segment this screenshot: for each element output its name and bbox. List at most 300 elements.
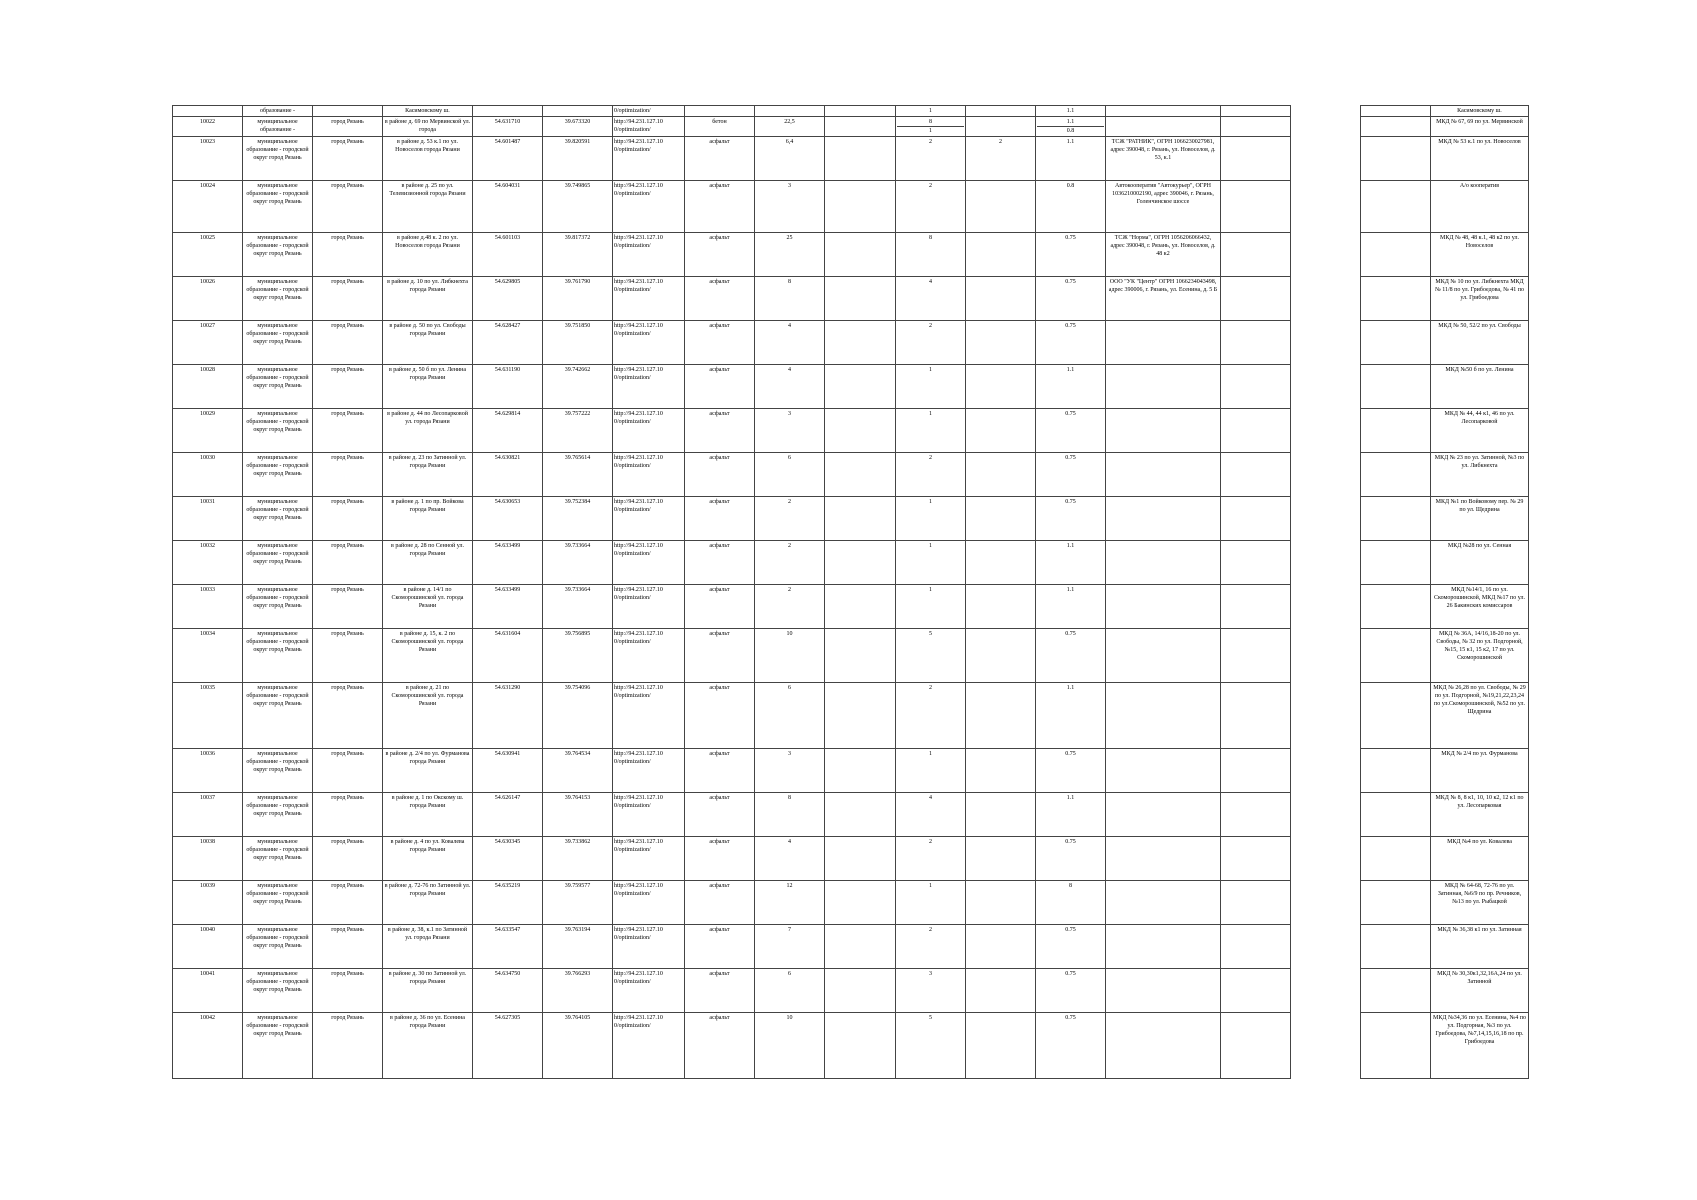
cell-location: в районе д. 36 по ул. Есенина города Рязани xyxy=(383,1013,473,1079)
cell-gap2 xyxy=(1291,793,1361,837)
cell-c10: 2 xyxy=(896,321,966,365)
cell-c12: 0.75 xyxy=(1036,749,1106,793)
cell-area: 2 xyxy=(755,541,825,585)
cell-manager xyxy=(1106,541,1221,585)
cell-gap2 xyxy=(1291,497,1361,541)
cell-c12: 0.75 xyxy=(1036,409,1106,453)
cell-location: в районе д. 15, к. 2 по Скоморошинской ул. города Рязани xyxy=(383,629,473,683)
cell-municipality: муниципальное образование - городской округ город Рязань xyxy=(243,969,313,1013)
cell-area: 10 xyxy=(755,629,825,683)
cell-gap1 xyxy=(1221,793,1291,837)
cell-gap1 xyxy=(1221,925,1291,969)
cell-c10: 2 xyxy=(896,181,966,233)
cell-surface: асфальт xyxy=(685,969,755,1013)
cell-lat: 54.631290 xyxy=(473,683,543,749)
cell-no: 10034 xyxy=(173,629,243,683)
cell-surface: асфальт xyxy=(685,793,755,837)
cell-gap3 xyxy=(1361,683,1431,749)
cell-lat: 54.633547 xyxy=(473,925,543,969)
table-row xyxy=(173,365,1529,409)
cell-lat: 54.629814 xyxy=(473,409,543,453)
cell-gap1 xyxy=(1221,117,1291,137)
cell-municipality: муниципальное образование - городской округ город Рязань xyxy=(243,749,313,793)
cell-manager xyxy=(1106,837,1221,881)
cell-area: 4 xyxy=(755,321,825,365)
cell-url: http://94.231.127.10 0/optimization/ xyxy=(613,793,685,837)
cell-c12: 0.75 xyxy=(1036,277,1106,321)
cell-no: 10032 xyxy=(173,541,243,585)
cell-location: в районе д. 28 по Сенной ул. города Рязани xyxy=(383,541,473,585)
cell-c11 xyxy=(966,683,1036,749)
cell-gap3 xyxy=(1361,629,1431,683)
cell-url: http://94.231.127.10 0/optimization/ xyxy=(613,277,685,321)
cell-city: город Рязань xyxy=(313,793,383,837)
cell-lon: 39.751850 xyxy=(543,321,613,365)
table-row xyxy=(173,629,1529,683)
cell-c11 xyxy=(966,277,1036,321)
cell-location: в районе д. 14/1 по Скоморошинской ул. города Рязани xyxy=(383,585,473,629)
cell-sources: МКД № 23 по ул. Затинной, №3 по ул. Либкнехта xyxy=(1431,453,1529,497)
cell-lat: 54.601487 xyxy=(473,137,543,181)
cell-manager xyxy=(1106,1013,1221,1079)
cell-location: в районе д. 53 к.1 по ул. Новоселов города Рязани xyxy=(383,137,473,181)
cell-url: 0/optimization/ xyxy=(613,106,685,117)
cell-lat: 54.601103 xyxy=(473,233,543,277)
cell-sources: МКД № 53 к.1 по ул. Новоселов xyxy=(1431,137,1529,181)
cell-no: 10030 xyxy=(173,453,243,497)
cell-area: 10 xyxy=(755,1013,825,1079)
cell-area: 3 xyxy=(755,409,825,453)
cell-sources: МКД №34,36 по ул. Есенина, №4 по ул. Подгорная, №3 по ул. Грибоедова, №7,14,15,16,18 по пр. Грибоедова xyxy=(1431,1013,1529,1079)
cell-lat: 54.630653 xyxy=(473,497,543,541)
cell-city: город Рязань xyxy=(313,117,383,137)
cell-gap3 xyxy=(1361,137,1431,181)
cell-c9 xyxy=(825,541,896,585)
cell-c12: 1.1 xyxy=(1036,683,1106,749)
cell-no: 10035 xyxy=(173,683,243,749)
cell-city: город Рязань xyxy=(313,277,383,321)
cell-c10: 1 xyxy=(896,749,966,793)
cell-city: город Рязань xyxy=(313,749,383,793)
cell-manager xyxy=(1106,409,1221,453)
cell-location: в районе д. 10 по ул. Либкнехта города Рязани xyxy=(383,277,473,321)
cell-area: 6 xyxy=(755,969,825,1013)
cell-gap1 xyxy=(1221,106,1291,117)
cell-municipality: муниципальное образование - xyxy=(243,117,313,137)
cell-no: 10038 xyxy=(173,837,243,881)
cell-lon: 39.756895 xyxy=(543,629,613,683)
cell-url: http://94.231.127.10 0/optimization/ xyxy=(613,585,685,629)
cell-lon: 39.733664 xyxy=(543,541,613,585)
cell-surface: асфальт xyxy=(685,881,755,925)
cell-gap2 xyxy=(1291,585,1361,629)
cell-c11 xyxy=(966,497,1036,541)
cell-surface: асфальт xyxy=(685,453,755,497)
cell-c10: 5 xyxy=(896,629,966,683)
cell-gap3 xyxy=(1361,453,1431,497)
cell-gap1 xyxy=(1221,277,1291,321)
cell-manager xyxy=(1106,365,1221,409)
cell-gap1 xyxy=(1221,541,1291,585)
table-row xyxy=(173,181,1529,233)
cell-municipality: муниципальное образование - городской округ город Рязань xyxy=(243,925,313,969)
cell-c11 xyxy=(966,837,1036,881)
cell-gap1 xyxy=(1221,321,1291,365)
cell-municipality: муниципальное образование - городской округ город Рязань xyxy=(243,321,313,365)
cell-lon: 39.673320 xyxy=(543,117,613,137)
cell-city: город Рязань xyxy=(313,233,383,277)
table-row xyxy=(173,541,1529,585)
table-row xyxy=(173,837,1529,881)
cell-gap3 xyxy=(1361,881,1431,925)
cell-sources: А/о кооператив xyxy=(1431,181,1529,233)
cell-sources: МКД № 64-68, 72-76 по ул. Затинная, №6/9 по пр. Речников, №13 по ул. Рыбацкой xyxy=(1431,881,1529,925)
table-row xyxy=(173,793,1529,837)
cell-c9 xyxy=(825,683,896,749)
cell-municipality: муниципальное образование - городской округ город Рязань xyxy=(243,181,313,233)
cell-area: 4 xyxy=(755,365,825,409)
cell-surface: асфальт xyxy=(685,683,755,749)
table-row xyxy=(173,497,1529,541)
cell-lat: 54.633499 xyxy=(473,541,543,585)
cell-gap1 xyxy=(1221,181,1291,233)
cell-manager: Автокооператив "Автокурьер", ОГРН 1036210002190, адрес 390046, г. Рязань, Голенчинское шоссе xyxy=(1106,181,1221,233)
cell-c10: 1 xyxy=(896,497,966,541)
cell-c11 xyxy=(966,181,1036,233)
cell-gap2 xyxy=(1291,181,1361,233)
cell-c10: 2 xyxy=(896,683,966,749)
cell-c12: 1.1 0.8 xyxy=(1036,117,1106,137)
cell-no: 10042 xyxy=(173,1013,243,1079)
cell-lon: 39.754096 xyxy=(543,683,613,749)
cell-gap1 xyxy=(1221,881,1291,925)
cell-surface: асфальт xyxy=(685,409,755,453)
cell-lon: 39.764153 xyxy=(543,793,613,837)
cell-c10: 4 xyxy=(896,277,966,321)
cell-manager xyxy=(1106,881,1221,925)
cell-city: город Рязань xyxy=(313,683,383,749)
cell-manager xyxy=(1106,925,1221,969)
cell-gap1 xyxy=(1221,683,1291,749)
cell-sources: МКД № 36,38 к1 по ул. Затинная xyxy=(1431,925,1529,969)
cell-gap2 xyxy=(1291,137,1361,181)
cell-location: в районе д. 25 по ул. Телевизионной города Рязани xyxy=(383,181,473,233)
cell-lat: 54.633499 xyxy=(473,585,543,629)
cell-c12: 0.75 xyxy=(1036,321,1106,365)
cell-no xyxy=(173,106,243,117)
cell-no: 10024 xyxy=(173,181,243,233)
cell-gap1 xyxy=(1221,365,1291,409)
cell-sources: МКД № 26,28 по ул. Свободы, № 29 по ул. Подгорной, №19,21,22,23,24 по ул.Скоморошинской, №52 по ул. Щедрина xyxy=(1431,683,1529,749)
table-row xyxy=(173,1013,1529,1079)
cell-c9 xyxy=(825,233,896,277)
table-row xyxy=(173,925,1529,969)
cell-c11 xyxy=(966,541,1036,585)
registry-table xyxy=(172,105,1529,1079)
cell-gap3 xyxy=(1361,277,1431,321)
cell-gap2 xyxy=(1291,453,1361,497)
cell-city: город Рязань xyxy=(313,409,383,453)
cell-no: 10033 xyxy=(173,585,243,629)
cell-manager xyxy=(1106,585,1221,629)
cell-no: 10025 xyxy=(173,233,243,277)
cell-surface xyxy=(685,106,755,117)
cell-url: http://94.231.127.10 0/optimization/ xyxy=(613,181,685,233)
cell-no: 10026 xyxy=(173,277,243,321)
cell-no: 10023 xyxy=(173,137,243,181)
table-row xyxy=(173,881,1529,925)
cell-manager xyxy=(1106,793,1221,837)
cell-gap1 xyxy=(1221,969,1291,1013)
cell-no: 10040 xyxy=(173,925,243,969)
cell-gap1 xyxy=(1221,497,1291,541)
cell-area: 2 xyxy=(755,497,825,541)
cell-municipality: муниципальное образование - городской округ город Рязань xyxy=(243,365,313,409)
cell-surface: асфальт xyxy=(685,541,755,585)
cell-gap3 xyxy=(1361,925,1431,969)
table-row xyxy=(173,683,1529,749)
cell-c9 xyxy=(825,137,896,181)
cell-lat: 54.631604 xyxy=(473,629,543,683)
cell-lon: 39.733862 xyxy=(543,837,613,881)
table-row xyxy=(173,409,1529,453)
cell-c11 xyxy=(966,321,1036,365)
cell-sources: МКД №1 по Войковому пер. № 29 по ул. Щедрина xyxy=(1431,497,1529,541)
cell-location: в районе д. 44 по Лесопарковой ул. города Рязани xyxy=(383,409,473,453)
cell-c12: 1.1 xyxy=(1036,106,1106,117)
cell-gap1 xyxy=(1221,409,1291,453)
table-row xyxy=(173,277,1529,321)
cell-area: 7 xyxy=(755,925,825,969)
cell-gap2 xyxy=(1291,541,1361,585)
cell-c11 xyxy=(966,925,1036,969)
cell-area: 25 xyxy=(755,233,825,277)
cell-manager xyxy=(1106,749,1221,793)
cell-manager: ТСЖ "Норма", ОГРН 1056206066432, адрес 390048, г. Рязань, ул. Новоселов, д. 48 к2 xyxy=(1106,233,1221,277)
cell-location: в районе д. 72-76 по Затинной ул. города Рязани xyxy=(383,881,473,925)
cell-c9 xyxy=(825,749,896,793)
cell-municipality: муниципальное образование - городской округ город Рязань xyxy=(243,793,313,837)
cell-lat: 54.635219 xyxy=(473,881,543,925)
cell-c11 xyxy=(966,1013,1036,1079)
cell-c9 xyxy=(825,925,896,969)
cell-url: http://94.231.127.10 0/optimization/ xyxy=(613,233,685,277)
cell-surface: асфальт xyxy=(685,585,755,629)
cell-location: в районе д. 4 по ул. Ковалева города Рязани xyxy=(383,837,473,881)
cell-area: 6 xyxy=(755,683,825,749)
cell-c9 xyxy=(825,969,896,1013)
cell-location: в районе д. 1 по Окскому ш. города Рязани xyxy=(383,793,473,837)
cell-manager: ТСЖ "РАТНИК", ОГРН 1066230027981, адрес 390048, г. Рязань, ул. Новоселов, д. 53, к.1 xyxy=(1106,137,1221,181)
cell-url: http://94.231.127.10 0/optimization/ xyxy=(613,497,685,541)
cell-gap1 xyxy=(1221,137,1291,181)
cell-city: город Рязань xyxy=(313,321,383,365)
cell-gap3 xyxy=(1361,365,1431,409)
cell-c9 xyxy=(825,881,896,925)
cell-lon: 39.759577 xyxy=(543,881,613,925)
cell-area: 4 xyxy=(755,837,825,881)
cell-c11 xyxy=(966,881,1036,925)
table-row xyxy=(173,233,1529,277)
cell-no: 10027 xyxy=(173,321,243,365)
cell-surface: асфальт xyxy=(685,233,755,277)
cell-surface: асфальт xyxy=(685,497,755,541)
cell-area: 8 xyxy=(755,277,825,321)
cell-lat: 54.627305 xyxy=(473,1013,543,1079)
cell-gap1 xyxy=(1221,629,1291,683)
cell-gap2 xyxy=(1291,117,1361,137)
cell-c10: 1 xyxy=(896,365,966,409)
cell-municipality: муниципальное образование - городской округ город Рязань xyxy=(243,409,313,453)
cell-c9 xyxy=(825,365,896,409)
cell-municipality: муниципальное образование - городской округ город Рязань xyxy=(243,629,313,683)
cell-gap1 xyxy=(1221,585,1291,629)
cell-gap1 xyxy=(1221,749,1291,793)
cell-municipality: муниципальное образование - городской округ город Рязань xyxy=(243,585,313,629)
cell-municipality: муниципальное образование - городской округ город Рязань xyxy=(243,683,313,749)
cell-lat: 54.604031 xyxy=(473,181,543,233)
cell-c11 xyxy=(966,629,1036,683)
table-row xyxy=(173,117,1529,137)
cell-location: в районе д. 38, к.1 по Затинной ул. города Рязани xyxy=(383,925,473,969)
cell-c11 xyxy=(966,106,1036,117)
cell-gap3 xyxy=(1361,541,1431,585)
table-row xyxy=(173,106,1529,117)
cell-gap2 xyxy=(1291,365,1361,409)
cell-c12: 1.1 xyxy=(1036,793,1106,837)
table-row xyxy=(173,585,1529,629)
cell-municipality: муниципальное образование - городской округ город Рязань xyxy=(243,881,313,925)
cell-city: город Рязань xyxy=(313,541,383,585)
cell-c9 xyxy=(825,1013,896,1079)
cell-c11 xyxy=(966,233,1036,277)
cell-gap2 xyxy=(1291,233,1361,277)
cell-sources: МКД №28 по ул. Сенная xyxy=(1431,541,1529,585)
cell-city: город Рязань xyxy=(313,629,383,683)
cell-lon: 39.749865 xyxy=(543,181,613,233)
cell-c10: 2 xyxy=(896,137,966,181)
cell-lon: 39.820591 xyxy=(543,137,613,181)
cell-gap2 xyxy=(1291,969,1361,1013)
cell-c10: 8 xyxy=(896,233,966,277)
cell-no: 10041 xyxy=(173,969,243,1013)
cell-surface: бетон xyxy=(685,117,755,137)
cell-lat: 54.630821 xyxy=(473,453,543,497)
cell-c9 xyxy=(825,106,896,117)
cell-sources: МКД № 36А, 14/16,18-20 по ул. Свободы, № 32 по ул. Подгорной, №15, 15 к1, 15 к2, 17 по ул. Скоморошинской xyxy=(1431,629,1529,683)
cell-municipality: муниципальное образование - городской округ город Рязань xyxy=(243,453,313,497)
cell-sources: МКД № 10 по ул. Либкнехта МКД № 11/8 по ул. Грибоедова, № 41 по ул. Грибоедова xyxy=(1431,277,1529,321)
cell-gap3 xyxy=(1361,749,1431,793)
cell-c9 xyxy=(825,117,896,137)
cell-lat xyxy=(473,106,543,117)
cell-c10: 5 xyxy=(896,1013,966,1079)
cell-c10: 1 xyxy=(896,106,966,117)
cell-url: http://94.231.127.10 0/optimization/ xyxy=(613,629,685,683)
cell-gap1 xyxy=(1221,837,1291,881)
cell-city: город Рязань xyxy=(313,881,383,925)
cell-municipality: муниципальное образование - городской округ город Рязань xyxy=(243,137,313,181)
cell-manager xyxy=(1106,683,1221,749)
cell-c10: 2 xyxy=(896,453,966,497)
cell-c12: 0.8 xyxy=(1036,181,1106,233)
cell-area xyxy=(755,106,825,117)
cell-c9 xyxy=(825,321,896,365)
cell-c12: 0.75 xyxy=(1036,925,1106,969)
cell-municipality: муниципальное образование - городской округ город Рязань xyxy=(243,837,313,881)
cell-lat: 54.626147 xyxy=(473,793,543,837)
cell-municipality: муниципальное образование - городской округ город Рязань xyxy=(243,277,313,321)
cell-lon: 39.752384 xyxy=(543,497,613,541)
cell-gap2 xyxy=(1291,837,1361,881)
cell-manager xyxy=(1106,106,1221,117)
cell-location: в районе д. 23 по Затинной ул. города Рязани xyxy=(383,453,473,497)
cell-gap3 xyxy=(1361,117,1431,137)
cell-lon: 39.763194 xyxy=(543,925,613,969)
cell-gap3 xyxy=(1361,969,1431,1013)
cell-url: http://94.231.127.10 0/optimization/ xyxy=(613,541,685,585)
cell-lat: 54.628427 xyxy=(473,321,543,365)
cell-surface: асфальт xyxy=(685,137,755,181)
cell-c12: 1.1 xyxy=(1036,541,1106,585)
cell-manager xyxy=(1106,321,1221,365)
cell-gap2 xyxy=(1291,277,1361,321)
cell-lon: 39.764105 xyxy=(543,1013,613,1079)
cell-c11 xyxy=(966,453,1036,497)
cell-c9 xyxy=(825,453,896,497)
cell-c9 xyxy=(825,277,896,321)
cell-gap3 xyxy=(1361,321,1431,365)
cell-municipality: муниципальное образование - городской округ город Рязань xyxy=(243,541,313,585)
cell-gap2 xyxy=(1291,106,1361,117)
cell-url: http://94.231.127.10 0/optimization/ xyxy=(613,969,685,1013)
cell-municipality: муниципальное образование - городской округ город Рязань xyxy=(243,233,313,277)
cell-area: 2 xyxy=(755,585,825,629)
cell-location: Касимовскому ш. xyxy=(383,106,473,117)
cell-c12: 0.75 xyxy=(1036,1013,1106,1079)
cell-surface: асфальт xyxy=(685,365,755,409)
cell-c10: 1 xyxy=(896,541,966,585)
cell-lat: 54.634750 xyxy=(473,969,543,1013)
cell-city: город Рязань xyxy=(313,1013,383,1079)
cell-location: в районе д. 21 по Скоморошинской ул. города Рязани xyxy=(383,683,473,749)
cell-location: в районе д. 30 по Затинной ул. города Рязани xyxy=(383,969,473,1013)
cell-manager xyxy=(1106,969,1221,1013)
cell-c12: 0.75 xyxy=(1036,629,1106,683)
cell-location: в районе д. 69 по Мервинской ул. города xyxy=(383,117,473,137)
cell-c9 xyxy=(825,793,896,837)
cell-c12: 8 xyxy=(1036,881,1106,925)
cell-url: http://94.231.127.10 0/optimization/ xyxy=(613,117,685,137)
cell-sources: МКД № 30,30к1,32,16А,24 по ул. Затинной xyxy=(1431,969,1529,1013)
cell-surface: асфальт xyxy=(685,321,755,365)
cell-gap2 xyxy=(1291,925,1361,969)
cell-gap3 xyxy=(1361,106,1431,117)
cell-c11: 2 xyxy=(966,137,1036,181)
cell-lat: 54.630345 xyxy=(473,837,543,881)
cell-surface: асфальт xyxy=(685,837,755,881)
cell-gap3 xyxy=(1361,497,1431,541)
cell-url: http://94.231.127.10 0/optimization/ xyxy=(613,365,685,409)
cell-c12: 0.75 xyxy=(1036,969,1106,1013)
cell-gap2 xyxy=(1291,321,1361,365)
cell-sources: МКД №4 по ул. Ковалева xyxy=(1431,837,1529,881)
cell-sources: МКД №14/1, 16 по ул. Скоморошинской, МКД №17 по ул. 26 Бакинских комиссаров xyxy=(1431,585,1529,629)
cell-c10: 2 xyxy=(896,837,966,881)
cell-c10: 2 xyxy=(896,925,966,969)
cell-c12: 1.1 xyxy=(1036,365,1106,409)
cell-surface: асфальт xyxy=(685,277,755,321)
